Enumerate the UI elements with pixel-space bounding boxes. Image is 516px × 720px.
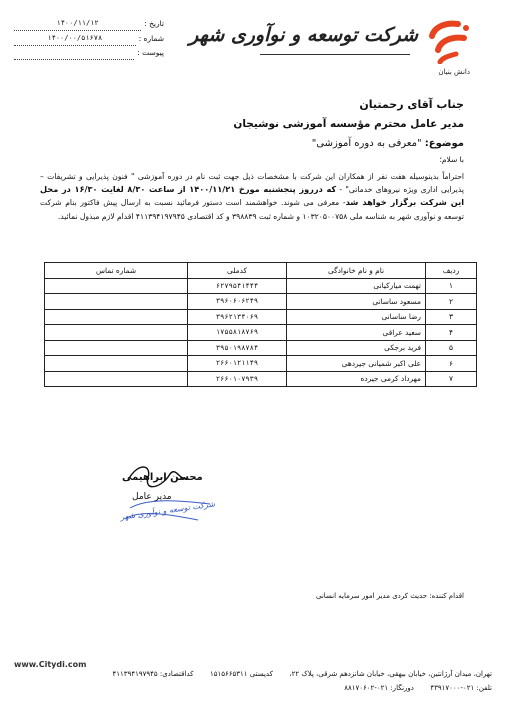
signatory-name: محسن ابراهیمی: [122, 472, 203, 483]
row-name: تهمت میارکیانی: [287, 278, 426, 294]
row-national-id: ۱۷۵۵۸۱۸۷۶۹: [188, 325, 287, 341]
header-index: ردیف: [426, 263, 477, 279]
attachment-label: پیوست :: [137, 48, 164, 57]
addressee: جناب آقای رحمتیان: [359, 98, 464, 111]
row-index: ۴: [426, 325, 477, 341]
row-index: ۲: [426, 294, 477, 310]
signatory-title: مدیر عامل: [132, 492, 172, 502]
row-name: سعید عراقی: [287, 325, 426, 341]
row-phone: [45, 278, 188, 294]
table-row: [45, 371, 477, 387]
row-phone: [45, 309, 188, 325]
footer-fax-label: دورنگار:: [390, 684, 414, 692]
footer-contact-line: [344, 684, 492, 692]
company-logo-mark-icon: [418, 18, 478, 64]
row-phone: [45, 340, 188, 356]
company-stamp: شرکت توسعه و نوآوری شهر: [119, 499, 216, 522]
table-row: [45, 309, 477, 325]
signature-block: [118, 458, 228, 536]
footer-economic-label: کداقتصادی:: [159, 670, 194, 678]
date-row: [14, 16, 164, 31]
table-row: [45, 356, 477, 372]
subject-line: [312, 138, 464, 149]
footer-phone-value: ۰۲۱-۴۳۹۱۷۰۰۰: [430, 684, 475, 692]
logo-underline: [260, 54, 410, 55]
greeting: با سلام؛: [439, 155, 464, 164]
row-index: ۱: [426, 278, 477, 294]
row-phone: [45, 371, 188, 387]
body-part-1: احتراماً بدینوسیله هفت نفر از همکاران این شرکت با مشخصات ذیل جهت ثبت نام در دوره آموزشی " فنون پذیرایی و تشریفات – پذیرایی اداری ویژه نیروهای خدماتی" -: [40, 172, 464, 195]
footer-postal-value: ۱۵۱۵۶۶۵۳۱۱: [209, 670, 248, 678]
number-value: ۱۴۰۰/۰۰/۵۱۶۷۸: [14, 31, 136, 46]
footer-economic-value: ۴۱۱۳۹۴۱۹۷۹۴۵: [112, 670, 158, 678]
row-index: ۵: [426, 340, 477, 356]
row-national-id: ۶۲۷۹۵۴۱۴۴۴: [188, 278, 287, 294]
row-name: مسعود ساسانی: [287, 294, 426, 310]
row-national-id: ۳۹۶۰۶۰۶۲۴۹: [188, 294, 287, 310]
row-national-id: ۲۶۶۰۱۲۱۱۴۹: [188, 356, 287, 372]
number-row: [14, 31, 164, 46]
subject-value: "معرفی به دوره آموزشی": [311, 138, 422, 149]
footer-address: تهران، میدان آرژانتین، خیابان بیهقی، خیابان شانزدهم شرقی، پلاک ۲۲،: [289, 670, 492, 678]
company-logo: [189, 18, 478, 76]
row-phone: [45, 294, 188, 310]
row-national-id: ۲۶۶۰۱۰۷۹۳۹: [188, 371, 287, 387]
header-national-id: کدملی: [188, 263, 287, 279]
attachment-row: [14, 46, 164, 60]
table-row: [45, 325, 477, 341]
header-name: نام و نام خانوادگی: [287, 263, 426, 279]
number-label: شماره :: [138, 34, 164, 43]
addressee-title: مدیر عامل محترم مؤسسه آموزشی نوشیجان: [233, 118, 464, 130]
table-header-row: [45, 263, 477, 279]
row-national-id: ۳۹۶۲۱۳۴۰۶۹: [188, 309, 287, 325]
table-row: [45, 340, 477, 356]
attachment-value: [14, 59, 134, 60]
row-name: فرید برجکی: [287, 340, 426, 356]
row-phone: [45, 325, 188, 341]
footer-website: www.Citydi.com: [14, 660, 87, 669]
body-part-2: - معرفی می شوند. خواهشمند است دستور فرمائید نسبت به ارسال پیش فاکتور بنام شرکت توسعه و نوآوری شهر به شناسه ملی ۱۰۳۲۰۵۰۰۷۵۸ و شماره ثبت ۳۹۸۸۳۹ و کد اقتصادی ۴۱۱۳۹۴۱۹۷۹۴۵ اقدام لازم مبذول نمائید.: [40, 198, 464, 221]
date-label: تاریخ :: [144, 19, 164, 28]
staff-table: [44, 262, 477, 387]
action-by-line: اقدام کننده: حدیث کردی مدیر امور سرمایه انسانی: [316, 592, 464, 600]
company-subtitle: دانش بنیان: [438, 68, 470, 76]
row-index: ۳: [426, 309, 477, 325]
footer-fax-value: ۰۲۱-۸۸۱۷۰۶۰۲: [344, 684, 389, 692]
table-row: [45, 294, 477, 310]
subject-label: موضوع:: [424, 138, 464, 149]
row-national-id: ۳۹۵۰۱۹۸۷۸۴: [188, 340, 287, 356]
footer-address-line: [113, 670, 492, 678]
body-bold-part: که درروز پنجشنبه مورخ ۱۴۰۰/۱۱/۲۱ از ساعت ۸/۳۰ لغایت ۱۶/۳۰ در محل این شرکت برگزار خواهد شد: [40, 184, 465, 208]
letter-meta: [14, 16, 164, 60]
table-row: [45, 278, 477, 294]
footer-postal-label: کدپستی: [249, 670, 273, 678]
row-index: ۷: [426, 371, 477, 387]
row-name: مهرداد کرمی جیرده: [287, 371, 426, 387]
letter-body: [40, 170, 464, 223]
date-value: ۱۴۰۰/۱۱/۱۲: [14, 16, 141, 31]
header-phone: شماره تماس: [45, 263, 188, 279]
row-name: رضا ساسانی: [287, 309, 426, 325]
company-name: شرکت توسعه و نوآوری شهر: [189, 24, 418, 46]
footer-phone-label: تلفن:: [476, 684, 492, 692]
row-phone: [45, 356, 188, 372]
row-index: ۶: [426, 356, 477, 372]
row-name: علی اکبر شمیانی جیردهی: [287, 356, 426, 372]
